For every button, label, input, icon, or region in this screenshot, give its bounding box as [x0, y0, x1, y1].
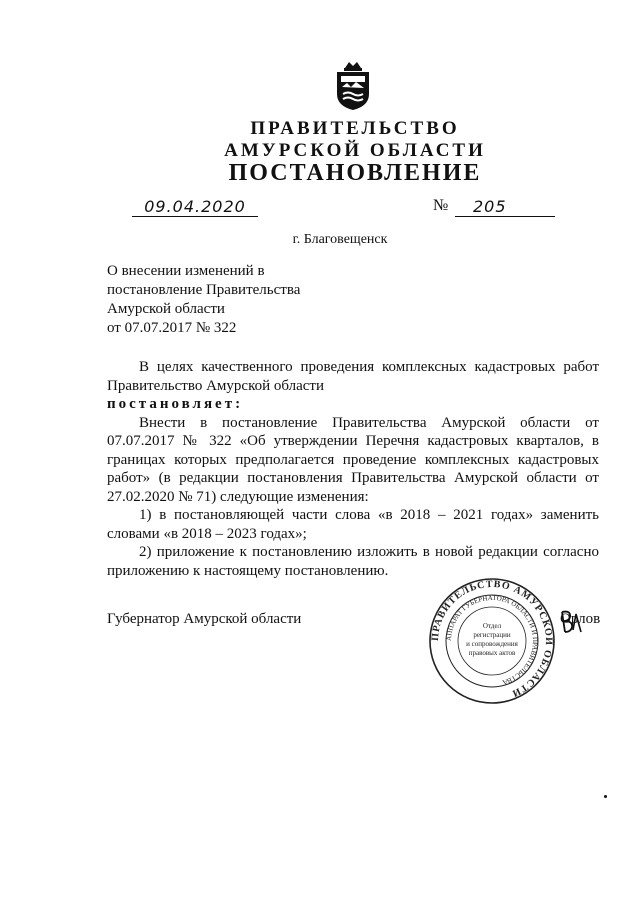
document-number: 205: [455, 197, 555, 217]
document-date: 09.04.2020: [132, 197, 258, 217]
document-body: [107, 358, 599, 580]
stamp-outer-text: ПРАВИТЕЛЬСТВО АМУРСКОЙ ОБЛАСТИ: [429, 578, 555, 700]
stamp-inner-text: АППАРАТ ГУБЕРНАТОРА ОБЛАСТИ И ПРАВИТЕЛЬСТВА: [444, 593, 540, 687]
official-stamp: [427, 576, 557, 706]
org-name-line2: АМУРСКОЙ ОБЛАСТИ: [224, 140, 486, 161]
stamp-center-line: Отдел: [482, 622, 502, 630]
decree-word: постановляет:: [107, 396, 244, 412]
stamp-center-line: правовых актов: [468, 649, 516, 657]
number-label: №: [433, 197, 449, 214]
subject-line: от 07.07.2017 № 322: [107, 320, 237, 336]
page-speck: [604, 795, 607, 798]
change-item-2: 2) приложение к постановлению изложить в новой редакции согласно приложению к настоящему постановлению.: [107, 544, 599, 579]
change-item-1: 1) в постановляющей части слова «в 2018 – 2021 годах» заменить словами «в 2018 – 2023 годах»;: [107, 507, 599, 542]
subject-line: Амурской области: [107, 301, 225, 317]
coat-of-arms-icon: [333, 60, 373, 112]
subject-line: постановление Правительства: [107, 282, 301, 298]
stamp-center-line: и сопровождения: [466, 640, 518, 648]
stamp-center-line: регистрации: [473, 631, 511, 639]
org-name-line1: ПРАВИТЕЛЬСТВО: [250, 118, 460, 139]
document-subject: [107, 262, 367, 338]
signatory-name: Орлов: [560, 611, 601, 627]
document-type: ПОСТАНОВЛЕНИЕ: [228, 160, 482, 186]
intro-paragraph: В целях качественного проведения комплексных кадастровых работ Правительство Амурской области: [107, 359, 599, 394]
subject-line: О внесении изменений в: [107, 263, 265, 279]
signatory-position: Губернатор Амурской области: [107, 611, 302, 627]
main-paragraph: Внести в постановление Правительства Амурской области от 07.07.2017 № 322 «Об утверждении Перечня кадастровых кварталов, в границах которых предполагается проведение комплексных кадастровых работ» (в редакции постановления Правительства Амурской области от 27.02.2020 № 71) следующие изменения:: [107, 414, 599, 505]
city: г. Благовещенск: [292, 232, 388, 247]
